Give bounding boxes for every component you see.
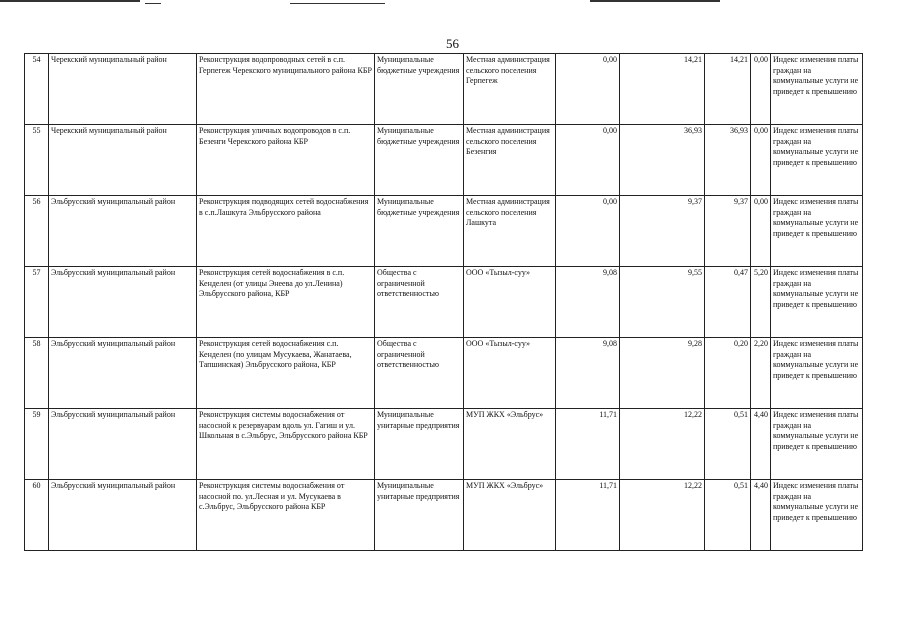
table-row	[25, 409, 863, 480]
district-cell: Эльбрусский муниципальный район	[49, 409, 197, 480]
value-cell: 0,00	[556, 196, 620, 267]
row-number: 58	[25, 338, 49, 409]
value-cell: 12,22	[620, 409, 705, 480]
project-cell: Реконструкция системы водоснабжения от насосной по. ул.Лесная и ул. Мусукаева в с.Эльбрус, Эльбрусского района КБР	[197, 480, 375, 551]
value-cell: 9,28	[620, 338, 705, 409]
top-rule	[290, 3, 385, 4]
value-cell: 0,20	[705, 338, 751, 409]
top-rule	[590, 0, 720, 2]
org-type-cell: Муниципальные бюджетные учреждения	[375, 125, 464, 196]
org-type-cell: Муниципальные бюджетные учреждения	[375, 196, 464, 267]
value-cell: 36,93	[705, 125, 751, 196]
value-cell: 14,21	[620, 54, 705, 125]
projects-table	[24, 53, 863, 551]
district-cell: Эльбрусский муниципальный район	[49, 196, 197, 267]
value-cell: 0,00	[556, 125, 620, 196]
project-cell: Реконструкция сетей водоснабжения с.п. Кенделен (по улицам Мусукаева, Жанатаева, Тапшинская) Эльбрусского района, КБР	[197, 338, 375, 409]
value-cell: 0,51	[705, 480, 751, 551]
value-cell: 5,20	[751, 267, 771, 338]
value-cell: 0,00	[751, 125, 771, 196]
org-type-cell: Общества с ограниченной ответственностью	[375, 267, 464, 338]
value-cell: 0,47	[705, 267, 751, 338]
value-cell: 0,51	[705, 409, 751, 480]
page-number: 56	[446, 36, 459, 51]
table-row	[25, 267, 863, 338]
table-row	[25, 54, 863, 125]
value-cell: 4,40	[751, 480, 771, 551]
value-cell: 0,00	[751, 196, 771, 267]
table-row	[25, 196, 863, 267]
value-cell: 9,08	[556, 267, 620, 338]
note-cell: Индекс изменения платы граждан на коммунальные услуги не приведет к превышению	[771, 196, 863, 267]
value-cell: 9,08	[556, 338, 620, 409]
value-cell: 36,93	[620, 125, 705, 196]
note-cell: Индекс изменения платы граждан на коммунальные услуги не приведет к превышению	[771, 267, 863, 338]
org-type-cell: Общества с ограниченной ответственностью	[375, 338, 464, 409]
value-cell: 12,22	[620, 480, 705, 551]
note-cell: Индекс изменения платы граждан на коммунальные услуги не приведет к превышению	[771, 409, 863, 480]
value-cell: 9,55	[620, 267, 705, 338]
value-cell: 9,37	[620, 196, 705, 267]
executor-cell: Местная администрация сельского поселения Лашкута	[464, 196, 556, 267]
district-cell: Эльбрусский муниципальный район	[49, 338, 197, 409]
executor-cell: Местная администрация сельского поселения Безенгия	[464, 125, 556, 196]
top-rule	[145, 3, 161, 4]
table-row	[25, 125, 863, 196]
note-cell: Индекс изменения платы граждан на коммунальные услуги не приведет к превышению	[771, 338, 863, 409]
value-cell: 2,20	[751, 338, 771, 409]
row-number: 56	[25, 196, 49, 267]
project-cell: Реконструкция подводящих сетей водоснабжения в с.п.Лашкута Эльбрусского района	[197, 196, 375, 267]
value-cell: 0,00	[751, 54, 771, 125]
table-row	[25, 338, 863, 409]
note-cell: Индекс изменения платы граждан на коммунальные услуги не приведет к превышению	[771, 125, 863, 196]
value-cell: 9,37	[705, 196, 751, 267]
project-cell: Реконструкция уличных водопроводов в с.п. Безенги Черекского района КБР	[197, 125, 375, 196]
executor-cell: МУП ЖКХ «Эльбрус»	[464, 409, 556, 480]
district-cell: Эльбрусский муниципальный район	[49, 267, 197, 338]
org-type-cell: Муниципальные унитарные предприятия	[375, 480, 464, 551]
row-number: 57	[25, 267, 49, 338]
executor-cell: МУП ЖКХ «Эльбрус»	[464, 480, 556, 551]
value-cell: 0,00	[556, 54, 620, 125]
district-cell: Эльбрусский муниципальный район	[49, 480, 197, 551]
row-number: 59	[25, 409, 49, 480]
value-cell: 11,71	[556, 409, 620, 480]
value-cell: 11,71	[556, 480, 620, 551]
district-cell: Черекский муниципальный район	[49, 125, 197, 196]
row-number: 55	[25, 125, 49, 196]
value-cell: 4,40	[751, 409, 771, 480]
project-cell: Реконструкция сетей водоснабжения в с.п. Кенделен (от улицы Энеева до ул.Ленина) Эльбрусского района, КБР	[197, 267, 375, 338]
row-number: 54	[25, 54, 49, 125]
top-rule	[0, 0, 140, 2]
org-type-cell: Муниципальные бюджетные учреждения	[375, 54, 464, 125]
district-cell: Черекский муниципальный район	[49, 54, 197, 125]
executor-cell: ООО «Тызыл-суу»	[464, 338, 556, 409]
note-cell: Индекс изменения платы граждан на коммунальные услуги не приведет к превышению	[771, 54, 863, 125]
project-cell: Реконструкция водопроводных сетей в с.п. Герпегеж Черекского муниципального района КБР	[197, 54, 375, 125]
row-number: 60	[25, 480, 49, 551]
note-cell: Индекс изменения платы граждан на коммунальные услуги не приведет к превышению	[771, 480, 863, 551]
executor-cell: Местная администрация сельского поселения Герпегеж	[464, 54, 556, 125]
org-type-cell: Муниципальные унитарные предприятия	[375, 409, 464, 480]
value-cell: 14,21	[705, 54, 751, 125]
table-row	[25, 480, 863, 551]
project-cell: Реконструкция системы водоснабжения от насосной к резервуарам вдоль ул. Гагиш и ул. Школьная в с.Эльбрус, Эльбрусского района КБР	[197, 409, 375, 480]
executor-cell: ООО «Тызыл-суу»	[464, 267, 556, 338]
